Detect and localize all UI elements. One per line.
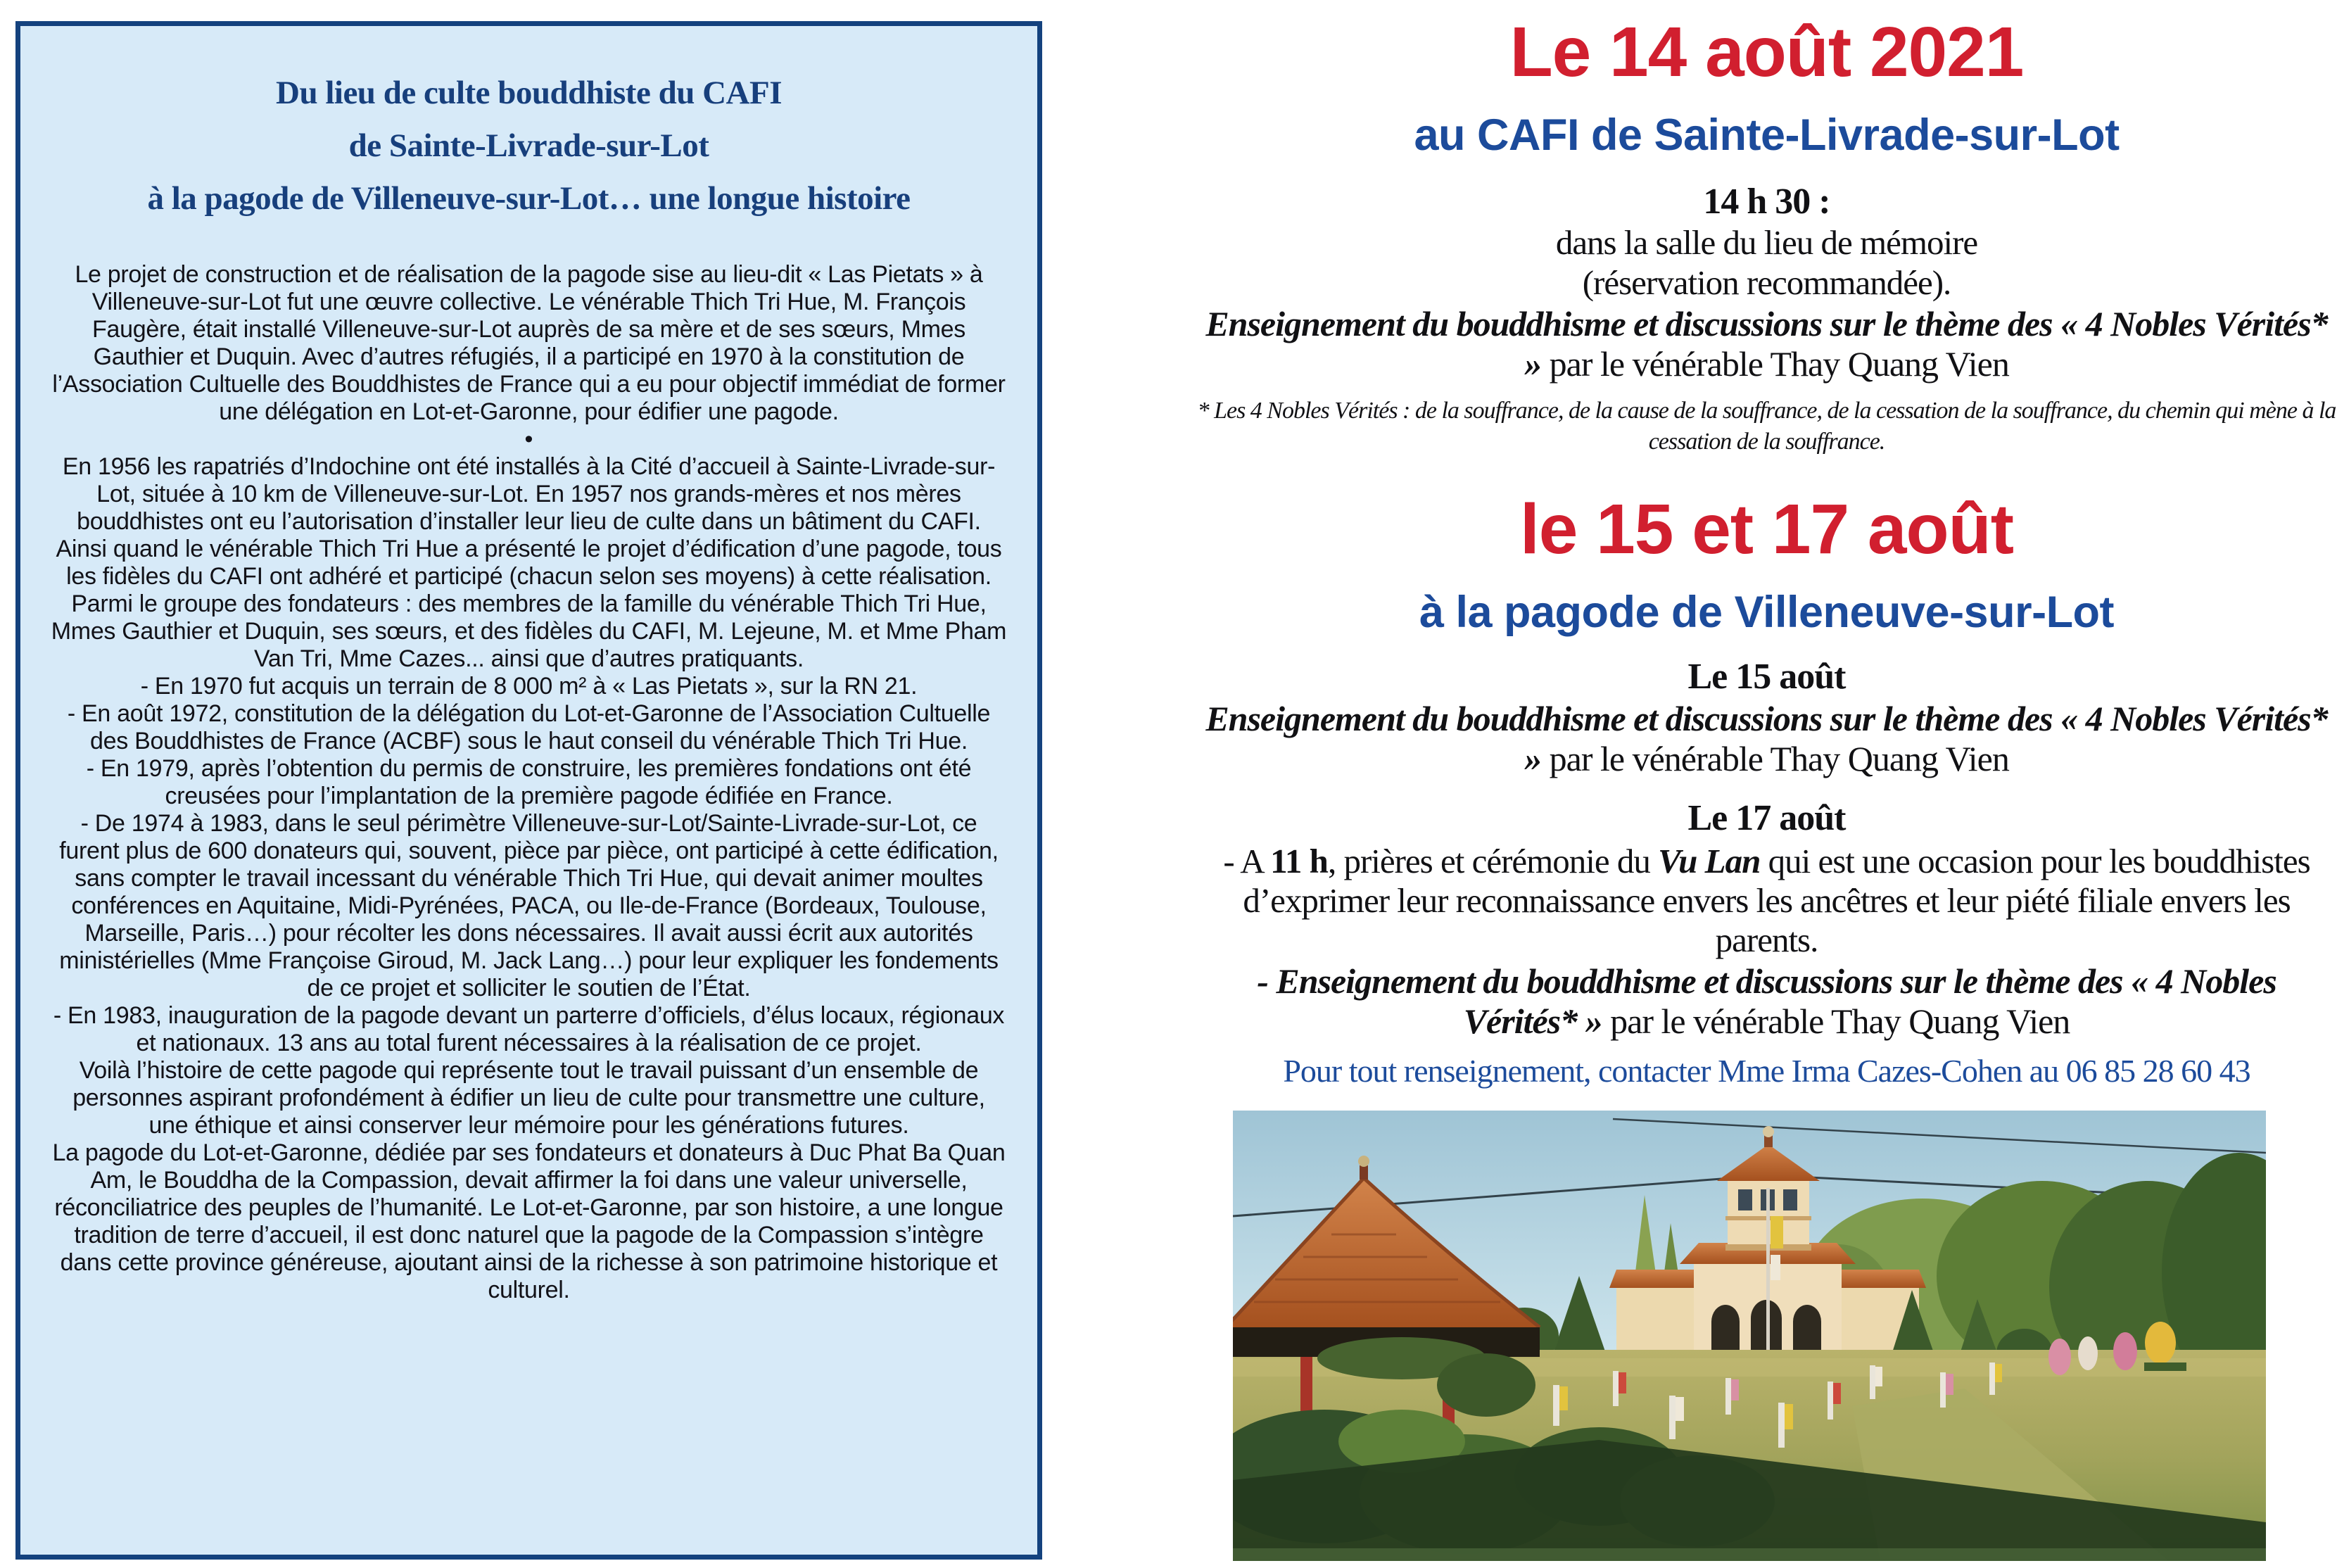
event2-day2-theme-title: Enseignement du bouddhisme et discussions sur le thème des « 4 Nobles Vérités* » xyxy=(1276,961,2276,1041)
event2-day1-theme xyxy=(1196,699,2337,779)
history-panel xyxy=(15,21,1042,1560)
event1-theme-title: Enseignement du bouddhisme et discussions sur le thème des « 4 Nobles Vérités* » xyxy=(1205,304,2328,384)
history-paragraph-8: Voilà l’histoire de cette pagode qui représente tout le travail puissant d’un ensemble de personnes aspirant profondément à édifier un lieu de culte pour transmettre une culture, une éthique et ainsi conserver leur mémoire pour les générations futures. xyxy=(72,1056,985,1139)
history-paragraph-9: La pagode du Lot-et-Garonne, dédiée par ses fondateurs et donateurs à Duc Phat Ba Quan Am, le Bouddha de la Compassion, devait affirmer la foi dans une valeur universelle, réconciliatrice des peuples de l’humanité. Le Lot-et-Garonne, par son histoire, a une longue tradition de terre d’accueil, il est donc naturel que la pagode de la Compassion s’intègre dans cette province généreuse, ajoutant ainsi de la richesse à son patrimoine historique et culturel. xyxy=(52,1139,1006,1303)
contact-info-line: Pour tout renseignement, contacter Mme Irma Cazes-Cohen au 06 85 28 60 43 xyxy=(1283,1052,2250,1089)
history-paragraph-2: En 1956 les rapatriés d’Indochine ont été installés à la Cité d’accueil à Sainte-Livrade-sur-Lot, située à 10 km de Villeneuve-sur-Lot. En 1957 nos grands-mères et nos mères bouddhistes ont eu l’autorisation d’installer leur lieu de culte dans un bâtiment du CAFI. Ainsi quand le vénérable Thich Tri Hue a présenté le projet d’édification d’une pagode, tous les fidèles du CAFI ont adhéré et participé (chacun selon ses moyens) à cette réalisation. Parmi le groupe des fondateurs : des membres de la famille du vénérable Thich Tri Hue, Mmes Gauthier et Duquin, ses sœurs, et des fidèles du CAFI, M. Lejeune, M. et Mme Pham Van Tri, Mme Cazes... ainsi que d’autres pratiquants. xyxy=(51,453,1007,672)
panel-title xyxy=(50,67,1008,226)
bullet-separator: • xyxy=(524,425,533,453)
panel-title-line-3: à la pagode de Villeneuve-sur-Lot… une longue histoire xyxy=(147,180,911,217)
history-paragraph-7: - En 1983, inauguration de la pagode devant un parterre d’officiels, d’élus locaux, régionaux et nationaux. 13 ans au total furent nécessaires à la réalisation de ce projet. xyxy=(53,1001,1005,1056)
vu-lan-mid: , prières et cérémonie du xyxy=(1327,841,1659,880)
event1-theme-speaker: par le vénérable Thay Quang Vien xyxy=(1549,344,2009,384)
event1-theme xyxy=(1196,304,2337,384)
event1-venue-line-1: dans la salle du lieu de mémoire xyxy=(1555,223,1978,263)
events-column xyxy=(1196,0,2337,1089)
event2-day2-heading: Le 17 août xyxy=(1687,797,1846,838)
event1-time: 14 h 30 : xyxy=(1703,182,1830,222)
history-paragraph-5: - En 1979, après l’obtention du permis de construire, les premières fondations ont été creusées pour l’implantation de la première pagode édifiée en France. xyxy=(86,754,972,809)
event1-location-heading: au CAFI de Sainte-Livrade-sur-Lot xyxy=(1414,110,2120,160)
pagoda-photo-illustration xyxy=(1233,1111,2266,1561)
history-text xyxy=(50,261,1008,1304)
event2-day2-theme-speaker: par le vénérable Thay Quang Vien xyxy=(1610,1001,2070,1041)
event2-day1-heading: Le 15 août xyxy=(1687,656,1846,697)
event1-venue-line-2: (réservation recommandée). xyxy=(1582,263,1951,303)
four-noble-truths-footnote: * Les 4 Nobles Vérités : de la souffrance, de la cause de la souffrance, de la cessation de la souffrance, du chemin qui mène à la cessation de la souffrance. xyxy=(1197,398,2336,455)
panel-title-line-1: Du lieu de culte bouddhiste du CAFI xyxy=(276,75,782,111)
history-paragraph-4: - En août 1972, constitution de la délégation du Lot-et-Garonne de l’Association Cultuelle des Bouddhistes de France (ACBF) sous le haut conseil du vénérable Thich Tri Hue. xyxy=(67,700,991,754)
history-paragraph-6: - De 1974 à 1983, dans le seul périmètre Villeneuve-sur-Lot/Sainte-Livrade-sur-Lot, ce furent plus de 600 donateurs qui, souvent, pièce par pièce, ont participé à cette édification, sans compter le travail incessant du vénérable Thich Tri Hue, qui devait animer moultes conférences en Aquitaine, Midi-Pyrénées, PACA, ou Ile-de-France (Bordeaux, Toulouse, Marseille, Paris…) pour récolter les dons nécessaires. Il avait aussi écrit aux autorités ministérielles (Mme Françoise Giroud, M. Jack Lang…) pour leur expliquer les fondements de ce projet et solliciter le soutien de l’État. xyxy=(59,809,999,1001)
history-paragraph-3: - En 1970 fut acquis un terrain de 8 000 m² à « Las Pietats », sur la RN 21. xyxy=(140,672,918,700)
event2-date-heading: le 15 et 17 août xyxy=(1520,490,2013,569)
event2-location-heading: à la pagode de Villeneuve-sur-Lot xyxy=(1419,588,2115,638)
vu-lan-time: 11 h xyxy=(1270,841,1328,880)
history-paragraph-1: Le projet de construction et de réalisation de la pagode sise au lieu-dit « Las Pietats » à Villeneuve-sur-Lot fut une œuvre collective. Le vénérable Thich Tri Hue, M. François Faugère, était installé Villeneuve-sur-Lot auprès de sa mère et de ses sœurs, Mmes Gauthier et Duquin. Avec d’autres réfugiés, il a participé en 1970 à la constitution de l’Association Cultuelle des Bouddhistes de France qui a eu pour objectif immédiat de former une délégation en Lot-et-Garonne, pour édifier une pagode. xyxy=(52,260,1006,425)
event2-day1-theme-speaker: par le vénérable Thay Quang Vien xyxy=(1549,738,2009,778)
vu-lan-name: Vu Lan xyxy=(1658,841,1761,880)
event2-day1-theme-title: Enseignement du bouddhisme et discussions sur le thème des « 4 Nobles Vérités* » xyxy=(1205,698,2328,778)
event2-day2-theme xyxy=(1196,961,2337,1042)
vu-lan-rest: qui est une occasion pour les bouddhistes d’exprimer leur reconnaissance envers les ancêtres et leur piété filiale envers les parents. xyxy=(1243,841,2310,959)
event2-day2-theme-dash: - xyxy=(1257,961,1277,1001)
panel-title-line-2: de Sainte-Livrade-sur-Lot xyxy=(348,127,709,165)
pagoda-garden-photo xyxy=(1233,1111,2266,1561)
vu-lan-prefix: - A xyxy=(1223,841,1271,880)
event1-date-heading: Le 14 août 2021 xyxy=(1509,13,2024,91)
vu-lan-ceremony-text xyxy=(1196,842,2337,960)
